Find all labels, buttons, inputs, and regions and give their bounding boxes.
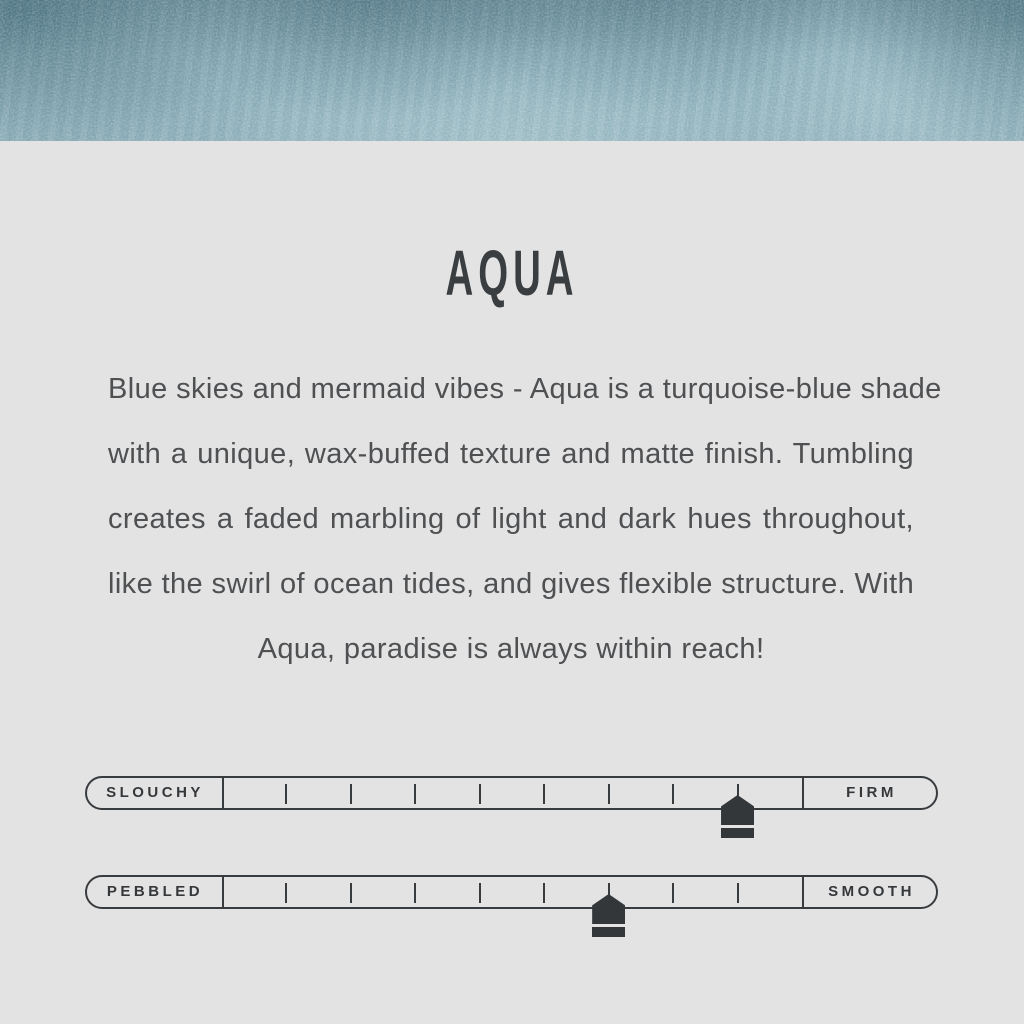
- slider-pebbled-smooth: [85, 875, 938, 909]
- leather-texture-banner: [0, 0, 1024, 141]
- slider-label-smooth: SMOOTH: [828, 883, 915, 900]
- slider-marker: [592, 894, 625, 937]
- slider-tick: [479, 784, 481, 804]
- slider-tick: [543, 784, 545, 804]
- page-title: AQUA: [445, 237, 579, 309]
- slider-label-firm: FIRM: [846, 784, 897, 801]
- slider-tick: [543, 883, 545, 903]
- description-line: creates a faded marbling of light and dark hues throughout,: [108, 503, 914, 535]
- color-description: [108, 357, 942, 682]
- description-line: with a unique, wax-buffed texture and matte finish. Tumbling: [108, 438, 914, 470]
- slider-tick: [285, 883, 287, 903]
- slider-tick: [414, 883, 416, 903]
- marker-base-bar: [721, 828, 754, 838]
- slider-tick: [414, 784, 416, 804]
- description-line: Blue skies and mermaid vibes - Aqua is a turquoise-blue shade: [108, 373, 942, 405]
- slider-label-pebbled: PEBBLED: [106, 883, 204, 900]
- slider-tick: [737, 883, 739, 903]
- marker-base-bar: [592, 927, 625, 937]
- slider-slouchy-firm: [85, 776, 938, 810]
- slider-marker: [721, 795, 754, 838]
- slider-separator-left: [222, 776, 224, 810]
- leather-grain-overlay: [0, 0, 1024, 141]
- marker-nib-icon: [592, 894, 625, 924]
- slider-tick: [608, 784, 610, 804]
- description-line: like the swirl of ocean tides, and gives flexible structure. With: [108, 568, 915, 600]
- slider-tick: [350, 784, 352, 804]
- slider-separator-left: [222, 875, 224, 909]
- slider-label-slouchy: SLOUCHY: [106, 784, 204, 801]
- slider-tick: [672, 883, 674, 903]
- slider-tick: [672, 784, 674, 804]
- slider-tick: [350, 883, 352, 903]
- marker-nib-icon: [721, 795, 754, 825]
- description-line: Aqua, paradise is always within reach!: [257, 633, 765, 665]
- slider-tick: [285, 784, 287, 804]
- slider-tick: [479, 883, 481, 903]
